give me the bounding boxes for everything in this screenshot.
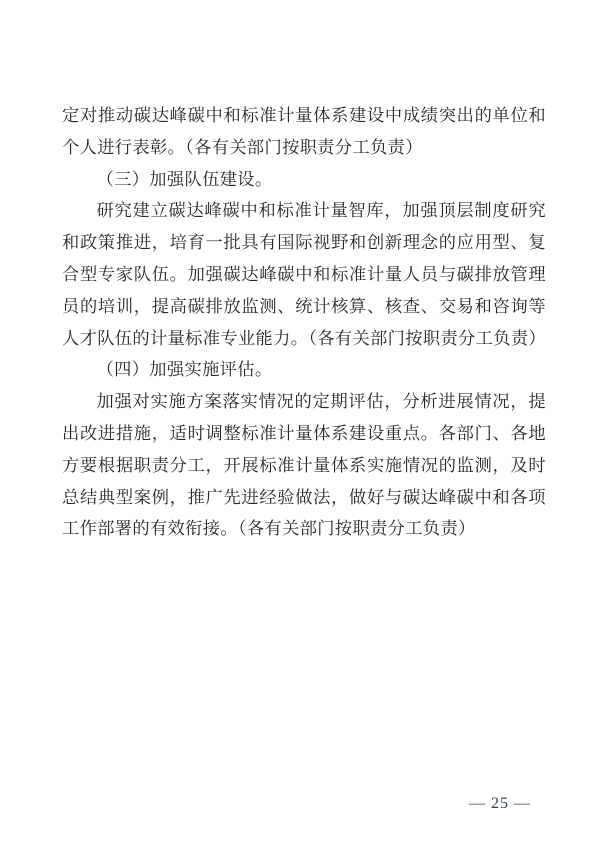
page-number: — 25 — <box>469 795 531 812</box>
paragraph: 定对推动碳达峰碳中和标准计量体系建设中成绩突出的单位和个人进行表彰。（各有关部门按职责分工负责） <box>62 106 546 157</box>
document-body <box>62 100 546 545</box>
paragraph: 研究建立碳达峰碳中和标准计量智库，加强顶层制度研究和政策推进，培育一批具有国际视野和创新理念的应用型、复合型专家队伍。加强碳达峰碳中和标准计量人员与碳排放管理员的培训，提高碳排放监测、统计核算、核查、交易和咨询等人才队伍的计量标准专业能力。（各有关部门按职责分工负责） <box>62 201 547 348</box>
paragraph: 加强对实施方案落实情况的定期评估，分析进展情况，提出改进措施，适时调整标准计量体系建设重点。各部门、各地方要根据职责分工，开展标准计量体系实施情况的监测，及时总结典型案例，推广先进经验做法，做好与碳达峰碳中和各项工作部署的有效衔接。（各有关部门按职责分工负责） <box>62 392 546 539</box>
paragraph: （三）加强队伍建设。 <box>96 169 273 189</box>
paragraph: （四）加强实施评估。 <box>96 360 273 380</box>
